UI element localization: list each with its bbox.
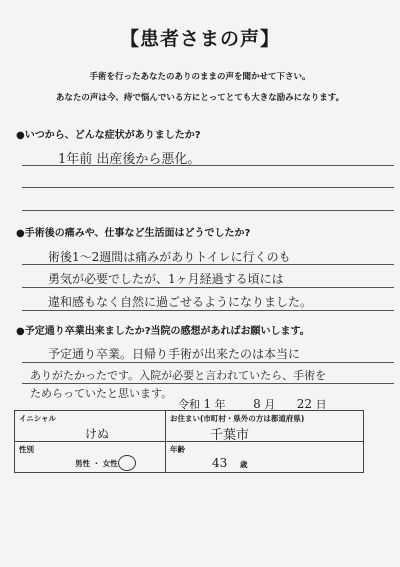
initial-label: イニシャル bbox=[19, 414, 57, 423]
answer-3-line-1: 予定通り卒業。日帰り手術が出来たのは本当に bbox=[48, 347, 301, 361]
initial-cell bbox=[15, 411, 166, 442]
answer-3-line-3: ためらっていたと思います。 bbox=[30, 387, 173, 400]
age-label: 年齢 bbox=[170, 445, 185, 454]
page-title: 【患者さまの声】 bbox=[119, 28, 280, 50]
date-month: 8 bbox=[253, 397, 261, 411]
patient-info-table bbox=[14, 410, 364, 473]
question-1: ●いつから、どんな症状がありましたか? bbox=[16, 130, 201, 141]
answer-2-rule-3 bbox=[22, 310, 394, 311]
date-year: 1 bbox=[203, 397, 212, 411]
gender-selected-circle bbox=[118, 455, 136, 471]
date-day-label: 日 bbox=[315, 398, 327, 411]
answer-2-line-2: 勇気が必要でしたが、1ヶ月経過する頃には bbox=[48, 272, 284, 286]
age-cell bbox=[166, 442, 364, 473]
date-month-label: 月 bbox=[264, 398, 276, 411]
question-3: ●予定通り卒業出来ましたか?当院の感想があればお願いします。 bbox=[16, 326, 310, 337]
date-day: 22 bbox=[296, 397, 313, 411]
gender-label: 性別 bbox=[19, 445, 34, 454]
intro-line-1: 手術を行ったあなたのありのままの声を聞かせて下さい。 bbox=[89, 72, 311, 82]
address-cell bbox=[166, 411, 364, 442]
answer-3-line-2: ありがたかったです。入院が必要と言われていたら、手術を bbox=[30, 369, 327, 382]
age-unit: 歳 bbox=[240, 460, 248, 469]
gender-cell bbox=[15, 442, 166, 473]
address-value: 千葉市 bbox=[210, 428, 250, 443]
answer-3-rule-1 bbox=[22, 362, 394, 363]
date-year-label: 年 bbox=[214, 398, 226, 411]
answer-2-line-1: 術後1～2週間は痛みがありトイレに行くのも bbox=[48, 250, 291, 264]
answer-2-rule-1 bbox=[22, 264, 394, 265]
answer-2-rule-2 bbox=[22, 287, 394, 288]
question-2: ●手術後の痛みや、仕事など生活面はどうでしたか? bbox=[16, 228, 251, 239]
answer-3-rule-2 bbox=[22, 383, 394, 384]
answer-1-line-1 bbox=[22, 165, 394, 166]
date-era: 令和 bbox=[178, 398, 200, 411]
answer-2-line-3: 違和感もなく自然に過ごせるようになりました。 bbox=[48, 295, 313, 309]
answer-1-line-3 bbox=[22, 210, 394, 211]
answer-1: 1年前 出産後から悪化。 bbox=[58, 152, 201, 167]
answer-1-line-2 bbox=[22, 187, 394, 188]
age-value: 43 bbox=[212, 456, 228, 470]
gender-options: 男性 ・ 女性 bbox=[75, 459, 118, 468]
intro-line-2: あなたの声は今、痔で悩んでいる方にとってとても大きな励みになります。 bbox=[55, 93, 345, 103]
initial-value: けぬ bbox=[85, 427, 110, 441]
address-label: お住まい(市町村・県外の方は都道府県) bbox=[170, 414, 305, 423]
